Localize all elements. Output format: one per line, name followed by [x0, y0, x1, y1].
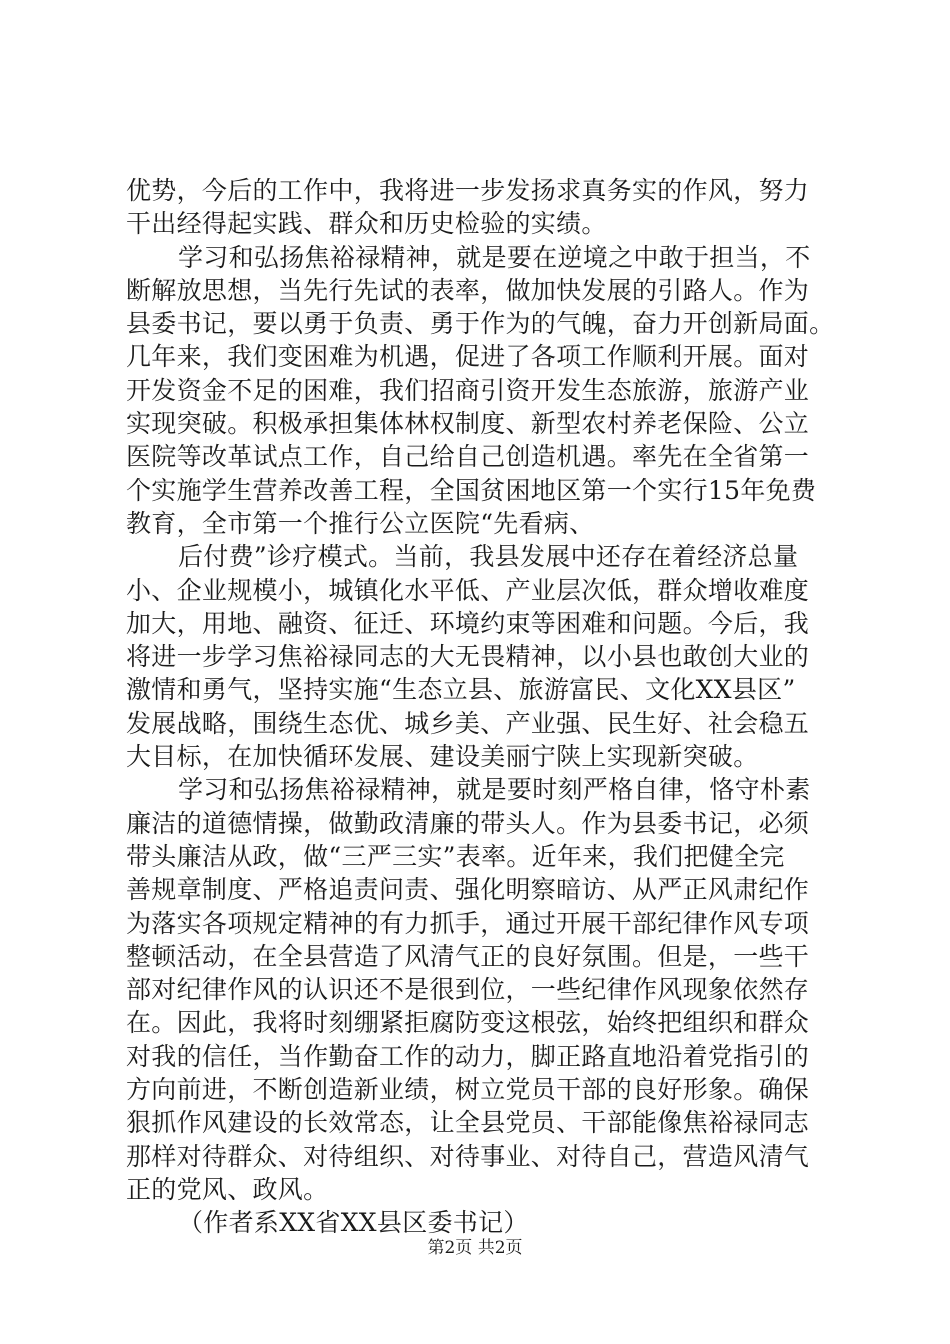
text-line: 对我的信任，当作勤奋工作的动力，脚正路直地沿着党指引的 — [126, 1041, 810, 1071]
text-line: 激情和勇气，坚持实施“生态立县、旅游富民、文化XX县区” — [126, 675, 796, 705]
text-line: 大目标，在加快循环发展、建设美丽宁陕上实现新突破。 — [126, 742, 759, 772]
text-line: 几年来，我们变困难为机遇，促进了各项工作顺利开展。面对 — [126, 342, 810, 372]
text-line: 干出经得起实践、群众和历史检验的实绩。 — [126, 209, 607, 239]
text-line: 善规章制度、严格追责问责、强化明察暗访、从严正风肃纪作 — [126, 875, 810, 905]
text-line: 部对纪律作风的认识还不是很到位，一些纪律作风现象依然存 — [126, 975, 810, 1005]
text-line: 那样对待群众、对待组织、对待事业、对待自己，营造风清气 — [126, 1141, 810, 1171]
text-line: 优势，今后的工作中，我将进一步发扬求真务实的作风，努力 — [126, 176, 810, 205]
text-line: 为落实各项规定精神的有力抓手，通过开展干部纪律作风专项 — [126, 908, 810, 938]
text-line: 在。因此，我将时刻绷紧拒腐防变这根弦，始终把组织和群众 — [126, 1008, 810, 1038]
text-line: 狠抓作风建设的长效常态，让全县党员、干部能像焦裕禄同志 — [126, 1108, 810, 1138]
text-line: 正的党风、政风。 — [126, 1174, 329, 1204]
page-footer — [0, 1236, 950, 1260]
text-line: 加大，用地、融资、征迁、环境约束等困难和问题。今后，我 — [126, 608, 810, 638]
text-line: 县委书记，要以勇于负责、勇于作为的气魄，奋力开创新局面。 — [126, 309, 835, 339]
text-line: 廉洁的道德情操，做勤政清廉的带头人。作为县委书记，必须 — [126, 808, 810, 838]
text-line: 个实施学生营养改善工程，全国贫困地区第一个实行15年免费 — [126, 475, 817, 505]
text-line: 医院等改革试点工作，自己给自己创造机遇。率先在全省第一 — [126, 442, 810, 472]
text-line: 带头廉洁从政，做“三严三实”表率。近年来，我们把健全完 — [126, 841, 785, 871]
text-line: 教育，全市第一个推行公立医院“先看病、 — [126, 508, 595, 538]
paragraph-start-line: 学习和弘扬焦裕禄精神，就是要时刻严格自律，恪守朴素 — [178, 775, 811, 805]
text-line: 发展战略，围绕生态优、城乡美、产业强、民生好、社会稳五 — [126, 708, 810, 738]
text-line: 断解放思想，当先行先试的表率，做加快发展的引路人。作为 — [126, 275, 810, 305]
text-line: 方向前进，不断创造新业绩，树立党员干部的良好形象。确保 — [126, 1075, 810, 1105]
text-line: 小、企业规模小，城镇化水平低、产业层次低，群众增收难度 — [126, 575, 810, 605]
paragraph-start-line: 学习和弘扬焦裕禄精神，就是要在逆境之中敢于担当，不 — [178, 242, 811, 272]
text-line: 实现突破。积极承担集体林权制度、新型农村养老保险、公立 — [126, 409, 810, 439]
article-body — [126, 174, 846, 1240]
page-number: 第2页 共2页 — [427, 1238, 523, 1258]
text-line: 开发资金不足的困难，我们招商引资开发生态旅游，旅游产业 — [126, 375, 810, 405]
paragraph-start-line: 后付费”诊疗模式。当前，我县发展中还存在着经济总量 — [178, 542, 799, 572]
text-line: 将进一步学习焦裕禄同志的大无畏精神，以小县也敢创大业的 — [126, 642, 810, 672]
author-note: （作者系XX省XX县区委书记） — [178, 1208, 529, 1238]
text-line: 整顿活动，在全县营造了风清气正的良好氛围。但是，一些干 — [126, 941, 810, 971]
